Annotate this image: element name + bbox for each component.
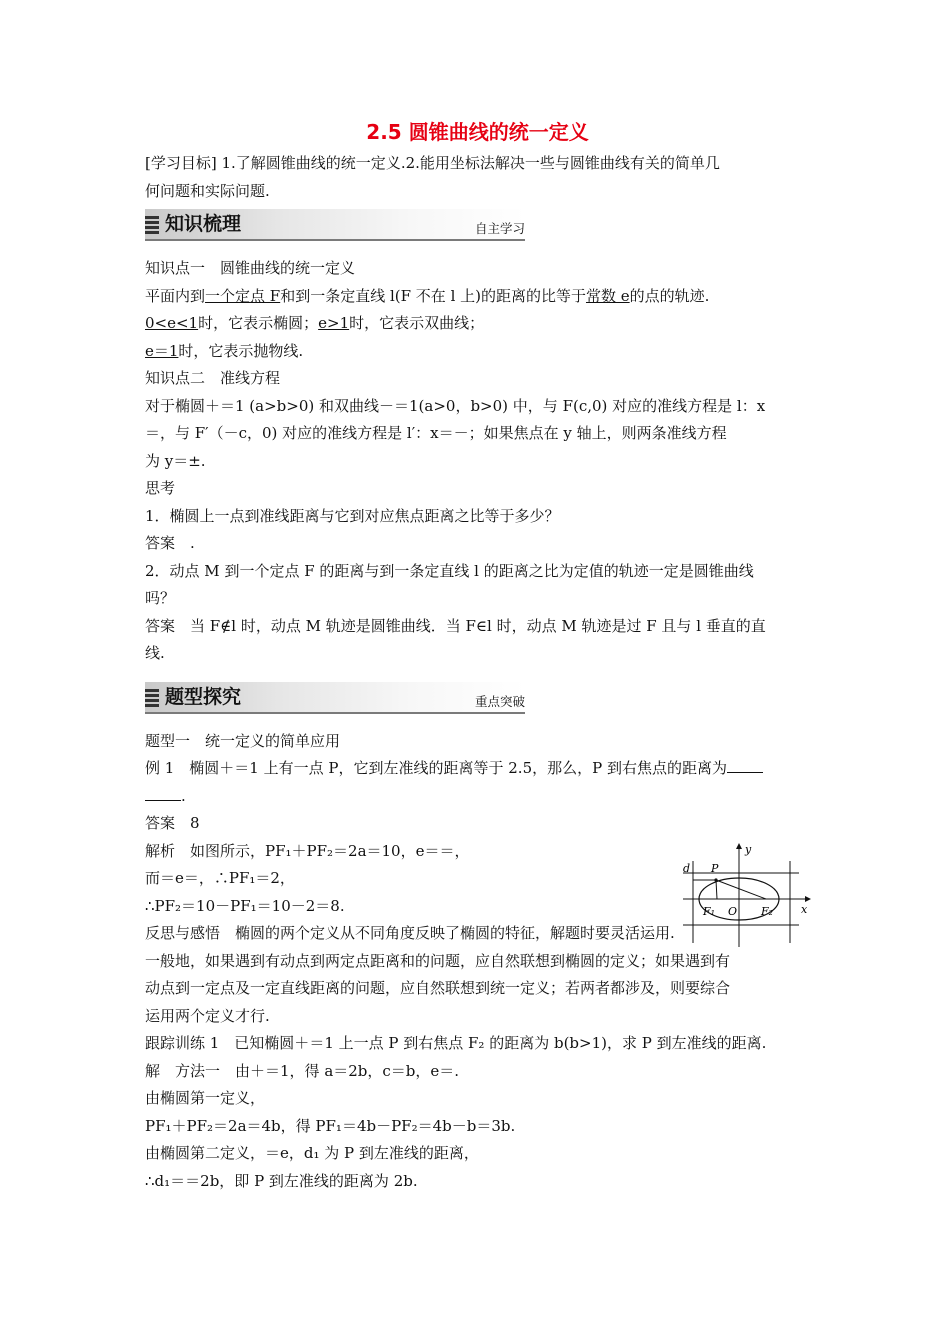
example-1-end: . bbox=[181, 786, 186, 805]
solution-line-3: ∴PF₂＝10－PF₁＝10－2＝8. bbox=[145, 896, 345, 915]
kp1-cond-ellipse: 0<e<1 bbox=[145, 314, 199, 332]
x-axis-arrow-icon bbox=[805, 896, 811, 902]
think-answer-2b: 线. bbox=[145, 644, 165, 662]
kp1-cond-ellipse-text: 时，它表示椭圆； bbox=[198, 314, 319, 332]
y-axis-arrow-icon bbox=[736, 843, 742, 849]
banner-stripe-icon bbox=[145, 214, 159, 234]
banner-stripe-icon bbox=[145, 687, 159, 707]
kp1-cond-parabola-text: 时，它表示抛物线. bbox=[178, 341, 304, 360]
think-answer-1: 答案 . bbox=[145, 534, 195, 552]
segment-pf2 bbox=[716, 880, 766, 899]
kp2-line-3: 为 y＝±. bbox=[145, 451, 206, 470]
kp1-def-c: 和到一条定直线 l(F 不在 l 上)的距离的比等于 bbox=[280, 286, 586, 305]
banner-subtitle: 自主学习 bbox=[474, 221, 525, 236]
solution-line-2: 而＝e＝，∴PF₁＝2， bbox=[145, 869, 295, 887]
objectives-line-1 bbox=[145, 150, 810, 178]
section-banner-types bbox=[145, 682, 525, 714]
objectives-line-2: 何问题和实际问题. bbox=[145, 181, 270, 200]
kp2-line-2: ＝，与 F′（－c，0) 对应的准线方程是 l′：x＝－；如果焦点在 y 轴上，则两条准线方程 bbox=[145, 424, 727, 442]
kp2-heading: 知识点二 准线方程 bbox=[145, 369, 281, 387]
label-x: x bbox=[801, 903, 808, 916]
kp1-def-a: 平面内到 bbox=[145, 286, 206, 305]
tracking-solution-1: 解 方法一 由＋＝1，得 a＝2b，c＝b，e＝. bbox=[145, 1061, 460, 1080]
label-y: y bbox=[745, 843, 752, 856]
tracking-solution-4: 由椭圆第二定义，＝e，d₁ 为 P 到左准线的距离， bbox=[145, 1144, 479, 1162]
kp1-heading: 知识点一 圆锥曲线的统一定义 bbox=[145, 259, 356, 277]
label-o: O bbox=[728, 905, 738, 918]
kp1-cond-parabola: e＝1 bbox=[145, 341, 179, 360]
example-1-line-2 bbox=[145, 783, 810, 811]
document-page bbox=[145, 118, 810, 1195]
banner-subtitle: 重点突破 bbox=[474, 693, 525, 709]
objectives-text-1: 1.了解圆锥曲线的统一定义.2.能用坐标法解决一些与圆锥曲线有关的简单几 bbox=[221, 154, 720, 172]
kp1-definition bbox=[145, 283, 810, 311]
objectives-label: [学习目标] bbox=[145, 154, 217, 172]
example-1-text: 例 1 椭圆＋＝1 上有一点 P，它到左准线的距离等于 2.5，那么，P 到右焦点的距离为 bbox=[145, 759, 727, 777]
label-d: d bbox=[683, 862, 691, 875]
think-heading: 思考 bbox=[145, 479, 176, 497]
page-title: 2.5 圆锥曲线的统一定义 bbox=[366, 120, 589, 144]
ellipse-figure bbox=[681, 843, 811, 947]
point-p-marker bbox=[714, 878, 717, 881]
tracking-question: 跟踪训练 1 已知椭圆＋＝1 上一点 P 到右焦点 F₂ 的距离为 b(b>1)，求 P 到左准线的距离. bbox=[145, 1034, 767, 1052]
example-1-line-1 bbox=[145, 755, 810, 783]
label-f2: F₂ bbox=[761, 905, 774, 918]
tracking-solution-5: ∴d₁＝＝2b，即 P 到左准线的距离为 2b. bbox=[145, 1171, 418, 1190]
kp1-def-constant: 常数 e bbox=[585, 286, 630, 305]
segment-pf1 bbox=[716, 880, 717, 899]
banner-title: 知识梳理 bbox=[165, 213, 242, 235]
kp1-def-e: 的点的轨迹. bbox=[629, 286, 710, 305]
kp1-cond-hyperbola: e>1 bbox=[318, 314, 350, 332]
think-question-2b: 吗？ bbox=[145, 589, 176, 607]
kp1-def-fixed-point: 一个定点 F bbox=[205, 286, 281, 305]
tracking-solution-3: PF₁＋PF₂＝2a＝4b，得 PF₁＝4b－PF₂＝4b－b＝3b. bbox=[145, 1116, 516, 1135]
reflection-line-1: 反思与感悟 椭圆的两个定义从不同角度反映了椭圆的特征，解题时要灵活运用. bbox=[145, 924, 675, 942]
section-banner-knowledge bbox=[145, 209, 525, 241]
banner-title: 题型探究 bbox=[165, 685, 242, 708]
kp1-condition-2 bbox=[145, 338, 810, 366]
tracking-solution-2: 由椭圆第一定义， bbox=[145, 1089, 266, 1107]
kp2-line-1: 对于椭圆＋＝1 (a>b>0) 和双曲线－＝1(a>0，b>0) 中，与 F(c,0) 对应的准线方程是 l：x bbox=[145, 396, 766, 415]
reflection-line-4: 运用两个定义才行. bbox=[145, 1006, 270, 1025]
kp1-cond-hyperbola-text: 时，它表示双曲线； bbox=[349, 314, 485, 332]
think-question-1: 1．椭圆上一点到准线距离与它到对应焦点距离之比等于多少？ bbox=[145, 506, 560, 525]
think-answer-2a: 答案 当 F∉l 时，动点 M 轨迹是圆锥曲线．当 F∈l 时，动点 M 轨迹是过 F 且与 l 垂直的直 bbox=[145, 616, 766, 635]
example-1-answer: 答案 8 bbox=[145, 814, 200, 832]
kp1-condition-1 bbox=[145, 310, 810, 338]
reflection-line-3: 动点到一定点及一定直线距离的问题，应自然联想到统一定义；若两者都涉及，则要综合 bbox=[145, 979, 731, 997]
ellipse-diagram bbox=[681, 843, 811, 947]
answer-blank bbox=[727, 758, 763, 773]
type1-heading: 题型一 统一定义的简单应用 bbox=[145, 731, 341, 750]
answer-blank-cont bbox=[145, 786, 181, 801]
solution-line-1: 解析 如图所示，PF₁＋PF₂＝2a＝10，e＝＝， bbox=[145, 841, 470, 860]
reflection-line-2: 一般地，如果遇到有动点到两定点距离和的问题，应自然联想到椭圆的定义；如果遇到有 bbox=[145, 951, 731, 970]
think-question-2a: 2．动点 M 到一个定点 F 的距离与到一条定直线 l 的距离之比为定值的轨迹一定是圆锥曲线 bbox=[145, 561, 754, 580]
label-f1: F₁ bbox=[703, 905, 716, 918]
label-p: P bbox=[711, 862, 719, 875]
